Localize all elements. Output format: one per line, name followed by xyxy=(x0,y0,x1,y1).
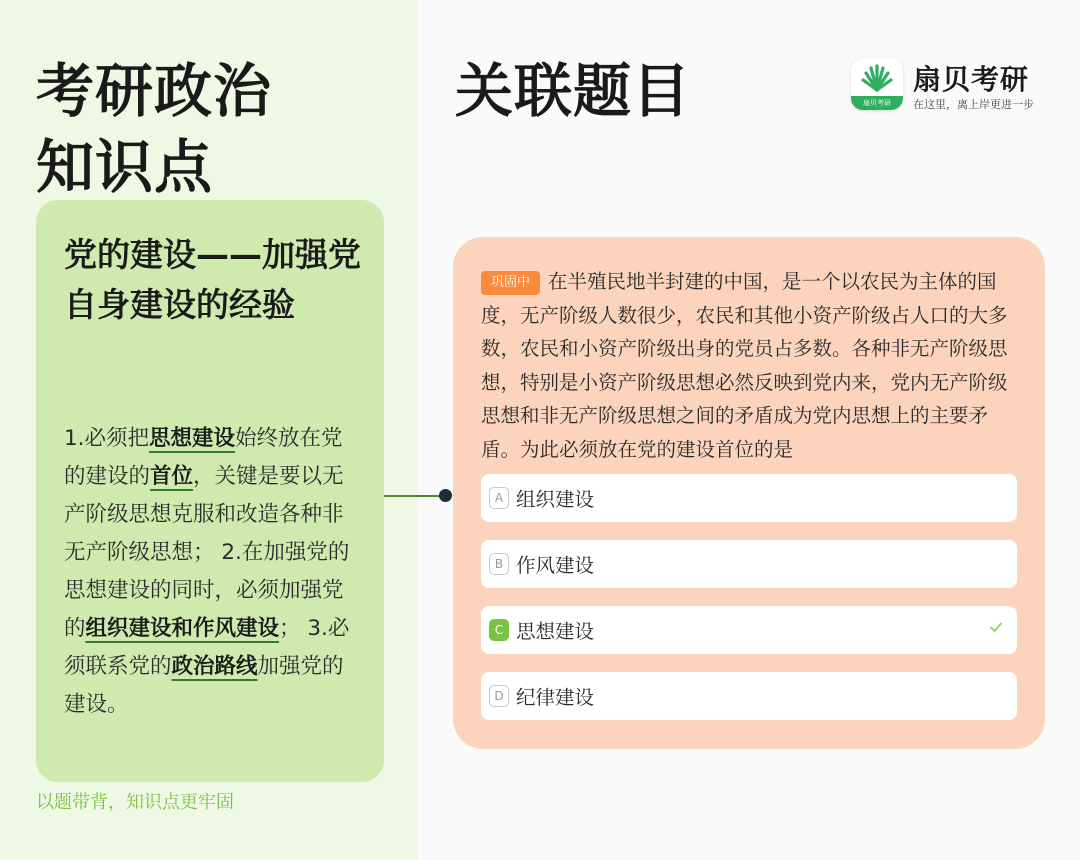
option-letter: C xyxy=(489,619,509,641)
status-badge: 巩固中 xyxy=(481,271,540,295)
option-c[interactable] xyxy=(481,606,1017,654)
logo-tab-label: 扇贝考研 xyxy=(851,96,903,110)
left-title-line2: 知识点 xyxy=(36,138,213,196)
left-title-line1: 考研政治 xyxy=(36,62,272,120)
option-b[interactable] xyxy=(481,540,1017,588)
check-icon xyxy=(987,618,1005,636)
question-text: 巩固中 在半殖民地半封建的中国，是一个以农民为主体的国度，无产阶级人数很少，农民和其他小资产阶级占人口的大多数，农民和小资产阶级出身的党员占多数。各种非无产阶级思想，特别是小资产阶级思想必然反映到党内来，党内无产阶级思想和非无产阶级思想之间的矛盾成为党内思想上的主要矛盾。为此必须放在党的建设首位的是 xyxy=(481,270,1008,461)
option-letter: D xyxy=(489,685,509,707)
option-letter: B xyxy=(489,553,509,575)
keyword: 思想建设 xyxy=(149,426,236,451)
knowledge-card xyxy=(36,200,384,782)
keyword: 首位 xyxy=(150,464,194,489)
connector-line xyxy=(384,495,444,497)
knowledge-heading: 党的建设——加强党自身建设的经验 xyxy=(64,235,361,324)
option-text: 纪律建设 xyxy=(516,686,595,709)
connector-dot xyxy=(439,489,452,502)
right-title: 关联题目 xyxy=(455,62,691,120)
keyword: 政治路线 xyxy=(171,654,258,679)
left-footer-note: 以题带背，知识点更牢固 xyxy=(36,792,234,813)
option-text: 作风建设 xyxy=(516,554,595,577)
brand-logo-icon xyxy=(851,58,903,110)
knowledge-body: 1.必须把思想建设始终放在党的建设的首位，关键是要以无产阶级思想克服和改造各种非无产阶级思想； 2.在加强党的思想建设的同时，必须加强党的组织建设和作风建设； 3.必须联系党的政治路线加强党的建设。 xyxy=(64,426,350,717)
option-a[interactable] xyxy=(481,474,1017,522)
fan-icon xyxy=(851,58,903,98)
option-text: 思想建设 xyxy=(516,620,595,643)
option-letter: A xyxy=(489,487,509,509)
keyword: 组织建设和作风建设 xyxy=(85,616,280,641)
question-card xyxy=(453,237,1045,749)
brand-name: 扇贝考研 xyxy=(913,63,1030,96)
brand-slogan: 在这里，离上岸更进一步 xyxy=(913,98,1034,111)
option-text: 组织建设 xyxy=(516,488,595,511)
option-d[interactable] xyxy=(481,672,1017,720)
